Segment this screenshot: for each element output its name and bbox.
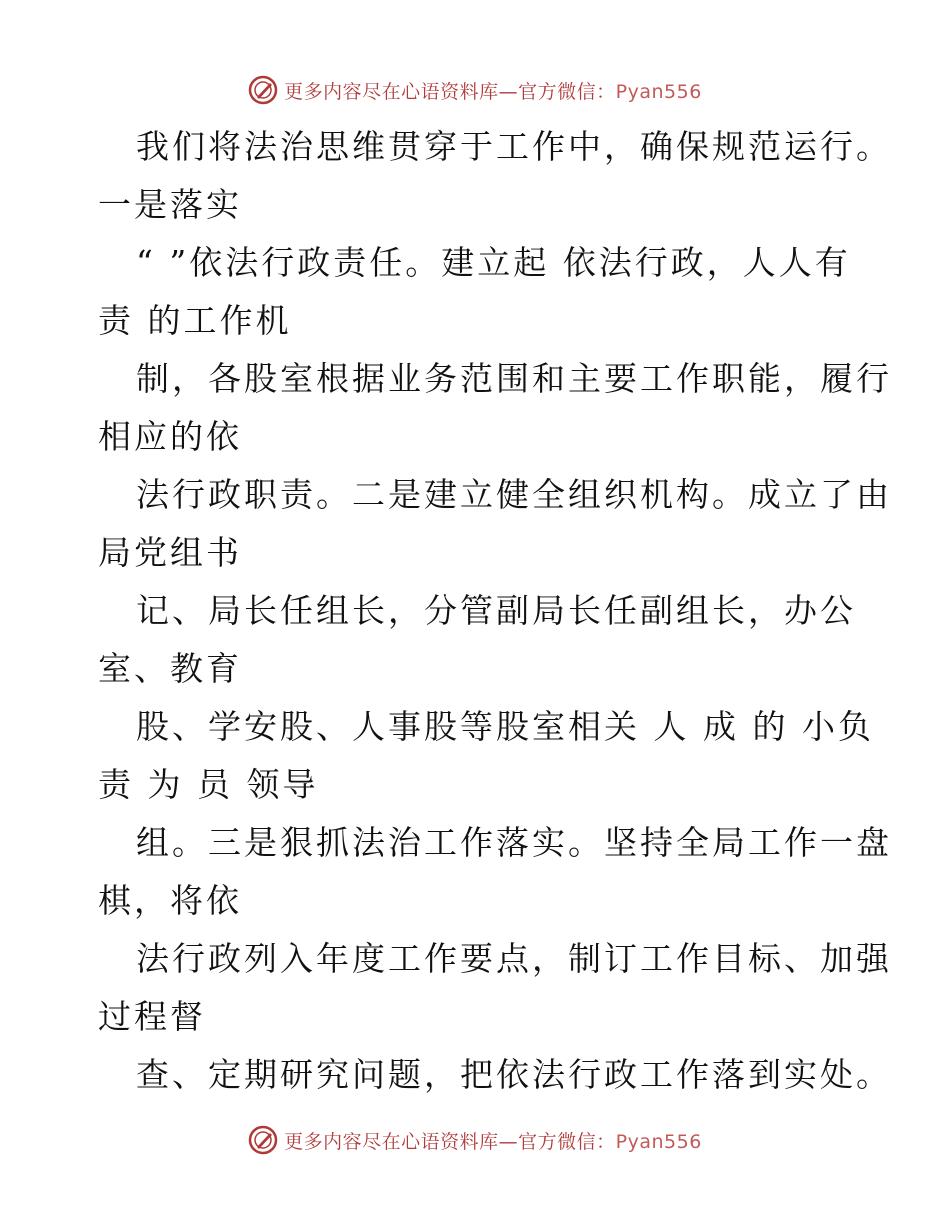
document-body	[98, 118, 892, 1104]
body-line: 责 的工作机	[98, 301, 292, 340]
body-line: 制，各股室根据业务范围和主要工作职能，履行	[136, 359, 892, 398]
body-line: 棋，将依	[98, 881, 242, 920]
body-line: 组。三是狠抓法治工作落实。坚持全局工作一盘	[136, 823, 892, 862]
footer-banner	[0, 1120, 950, 1160]
header-banner	[0, 70, 950, 110]
body-line: 局党组书	[98, 533, 242, 572]
red-seal-pen-icon	[248, 75, 278, 105]
body-line: 一是落实	[98, 185, 242, 224]
red-seal-pen-icon	[248, 1125, 278, 1155]
header-banner-text	[284, 77, 702, 104]
footer-banner-wechat: Pyan556	[615, 1130, 702, 1153]
header-banner-wechat: Pyan556	[615, 80, 702, 103]
body-line: 室、教育	[98, 649, 242, 688]
footer-banner-label: 更多内容尽在心语资料库—官方微信：	[284, 1130, 616, 1153]
header-banner-label: 更多内容尽在心语资料库—官方微信：	[284, 80, 616, 103]
body-line: 查、定期研究问题，把依法行政工作落到实处。	[136, 1055, 892, 1094]
body-line: 记、局长任组长，分管副局长任副组长，办公	[136, 591, 856, 630]
body-line: 我们将法治思维贯穿于工作中，确保规范运行。	[136, 127, 892, 166]
body-line: 股、学安股、人事股等股室相关 人 成 的 小负	[136, 707, 874, 746]
body-line: 法行政职责。二是建立健全组织机构。成立了由	[136, 475, 892, 514]
body-line: 相应的依	[98, 417, 242, 456]
footer-banner-text	[284, 1127, 702, 1154]
body-line: 责 为 员 领导	[98, 765, 319, 804]
body-line: 过程督	[98, 997, 206, 1036]
body-line: 法行政列入年度工作要点，制订工作目标、加强	[136, 939, 892, 978]
body-line: “ ”依法行政责任。建立起 依法行政，人人有	[136, 243, 851, 282]
